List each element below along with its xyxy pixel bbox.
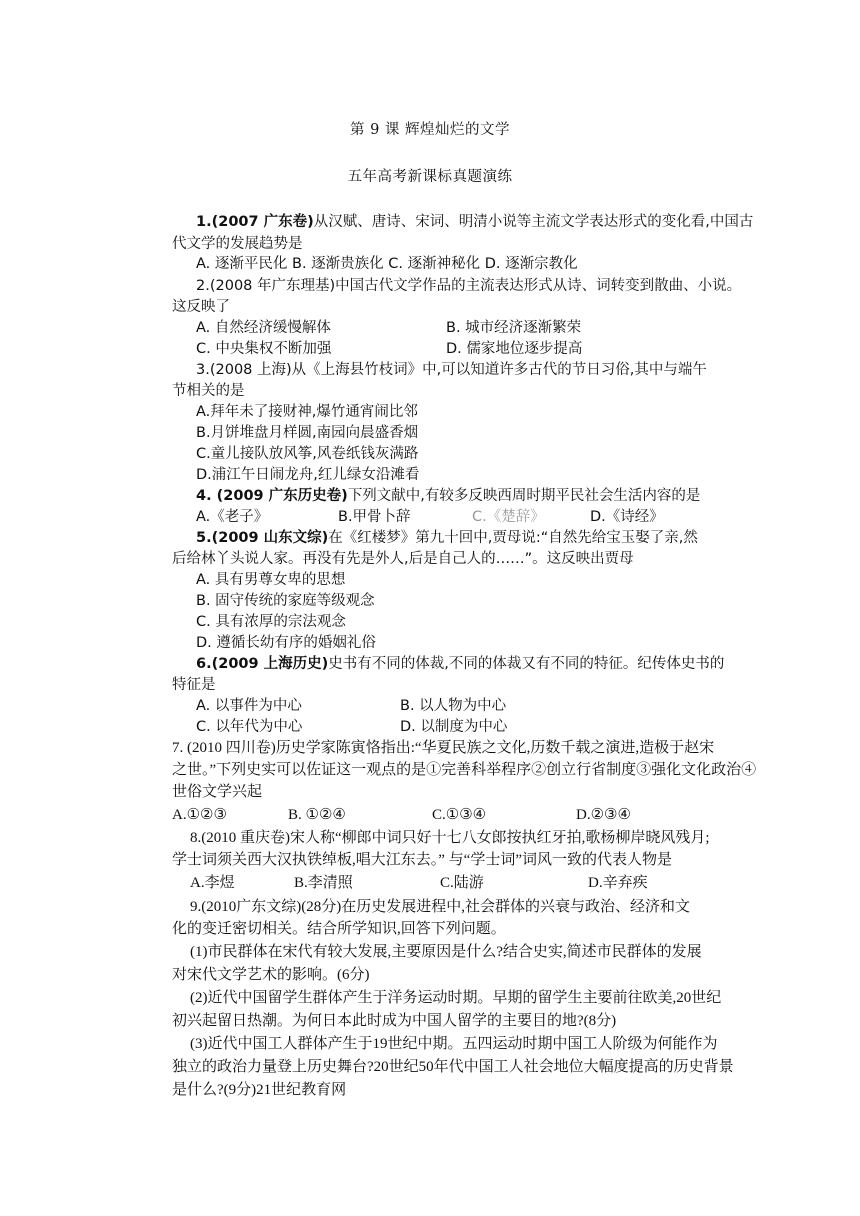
q9-sub1-line1: (1)市民群体在宋代有较大发展,主要原因是什么?结合史实,简述市民群体的发展 xyxy=(190,944,702,960)
q9-sub2-line2: 初兴起留日热潮。为何日本此时成为中国人留学的主要目的地?(8分) xyxy=(172,1013,617,1029)
q1-stem-text: 从汉赋、唐诗、宋词、明清小说等主流文学表达形式的变化看,中国古 xyxy=(313,214,754,230)
q2-option-c: C. 中央集权不断加强 xyxy=(196,341,332,357)
q7-option-a: A.①②③ xyxy=(172,807,227,823)
q1-stem xyxy=(196,212,753,232)
q9-stem-line2: 化的变迁密切相关。结合所学知识,回答下列问题。 xyxy=(172,921,506,937)
q6-stem-line2: 特征是 xyxy=(172,677,216,693)
q8-stem: 8.(2010 重庆卷)宋人称“柳郎中词只好十七八女郎按执红牙拍,歌杨柳岸晓风残月; xyxy=(190,830,710,846)
q8-stem-line2: 学士词须关西大汉执铁绰板,唱大江东去。” 与“学士词”词风一致的代表人物是 xyxy=(172,852,672,868)
q8-option-b: B.李清照 xyxy=(294,875,353,891)
q1-stem-line2: 代文学的发展趋势是 xyxy=(172,236,303,252)
q4-source: 4. (2009 广东历史卷) xyxy=(196,488,348,504)
q9-sub3-line2: 独立的政治力量登上历史舞台?20世纪50年代中国工人社会地位大幅度提高的历史背景 xyxy=(172,1059,734,1075)
q7-stem-line3: 世俗文学兴起 xyxy=(172,784,263,800)
q3-option-d: D.浦江午日闹龙舟,红儿绿女沿滩看 xyxy=(196,467,420,483)
q4-option-d: D.《诗经》 xyxy=(590,509,664,525)
q6-option-a: A. 以事件为中心 xyxy=(196,698,302,714)
q4-option-a: A.《老子》 xyxy=(196,509,269,525)
q5-option-a: A. 具有男尊女卑的思想 xyxy=(196,572,346,588)
q2-option-d: D. 儒家地位逐步提高 xyxy=(446,341,583,357)
q8-option-c: C.陆游 xyxy=(440,875,484,891)
q7-option-b: B. ①②④ xyxy=(288,807,346,823)
q7-stem-line2: 之世。”下列史实可以佐证这一观点的是①完善科举程序②创立行省制度③强化文化政治④ xyxy=(172,762,757,778)
q9-stem: 9.(2010广东文综)(28分)在历史发展进程中,社会群体的兴衰与政治、经济和文 xyxy=(190,899,690,915)
lesson-title: 第 9 课 辉煌灿烂的文学 xyxy=(349,122,511,138)
q2-option-a: A. 自然经济缓慢解体 xyxy=(196,320,331,336)
q3-option-c: C.童儿接队放风筝,风卷纸钱灰满路 xyxy=(196,446,419,462)
q5-option-b: B. 固守传统的家庭等级观念 xyxy=(196,593,375,609)
q6-source: 6.(2009 上海历史) xyxy=(196,656,329,672)
q6-stem xyxy=(196,654,724,674)
q6-option-c: C. 以年代为中心 xyxy=(196,719,303,735)
q3-option-a: A.拜年未了接财神,爆竹通宵闹比邻 xyxy=(196,404,418,420)
q3-option-b: B.月饼堆盘月样圆,南园向晨盛香烟 xyxy=(196,425,419,441)
q9-sub2-line1: (2)近代中国留学生群体产生于洋务运动时期。早期的留学生主要前往欧美,20世纪 xyxy=(190,990,722,1006)
q8-option-d: D.辛弃疾 xyxy=(588,875,648,891)
q5-stem-text: 在《红楼梦》第九十回中,贾母说:“自然先给宝玉娶了亲,然 xyxy=(328,530,698,546)
q8-option-a: A.李煜 xyxy=(190,875,235,891)
q5-stem xyxy=(196,528,698,548)
q2-stem: 2.(2008 年广东理基)中国古代文学作品的主流表达形式从诗、词转变到散曲、小说。 xyxy=(196,278,742,294)
q2-stem-line2: 这反映了 xyxy=(172,299,230,315)
q5-option-c: C. 具有浓厚的宗法观念 xyxy=(196,614,346,630)
q3-stem-line2: 节相关的是 xyxy=(172,383,245,399)
q9-sub3-line1: (3)近代中国工人群体产生于19世纪中期。五四运动时期中国工人阶级为何能作为 xyxy=(190,1036,718,1052)
q5-source: 5.(2009 山东文综) xyxy=(196,530,329,546)
q2-option-b: B. 城市经济逐渐繁荣 xyxy=(446,320,582,336)
q7-option-d: D.②③④ xyxy=(576,807,631,823)
q5-option-d: D. 遵循长幼有序的婚姻礼俗 xyxy=(196,635,376,651)
q6-option-b: B. 以人物为中心 xyxy=(400,698,507,714)
q4-option-c: C.《楚辞》 xyxy=(472,509,545,525)
q9-sub3-line3: 是什么?(9分)21世纪教育网 xyxy=(172,1082,347,1098)
q5-stem-line2: 后给林丫头说人家。再没有先是外人,后是自己人的……”。这反映出贾母 xyxy=(172,551,634,567)
q6-option-d: D. 以制度为中心 xyxy=(400,719,508,735)
q7-stem: 7. (2010 四川卷)历史学家陈寅恪指出:“华夏民族之文化,历数千载之演进,造极于赵宋 xyxy=(172,740,715,756)
q7-option-c: C.①③④ xyxy=(432,807,487,823)
q6-stem-text: 史书有不同的体裁,不同的体裁又有不同的特征。纪传体史书的 xyxy=(328,656,725,672)
section-title: 五年高考新课标真题演练 xyxy=(347,169,513,185)
q9-sub1-line2: 对宋代文学艺术的影响。(6分) xyxy=(172,967,370,983)
q3-stem: 3.(2008 上海)从《上海县竹枝词》中,可以知道许多古代的节日习俗,其中与端午 xyxy=(196,362,707,378)
q1-options: A. 逐渐平民化 B. 逐渐贵族化 C. 逐渐神秘化 D. 逐渐宗教化 xyxy=(196,256,578,272)
q4-stem xyxy=(196,486,700,506)
q1-source: 1.(2007 广东卷) xyxy=(196,214,314,230)
q4-option-b: B.甲骨卜辞 xyxy=(338,509,411,525)
q4-stem-text: 下列文献中,有较多反映西周时期平民社会生活内容的是 xyxy=(347,488,701,504)
